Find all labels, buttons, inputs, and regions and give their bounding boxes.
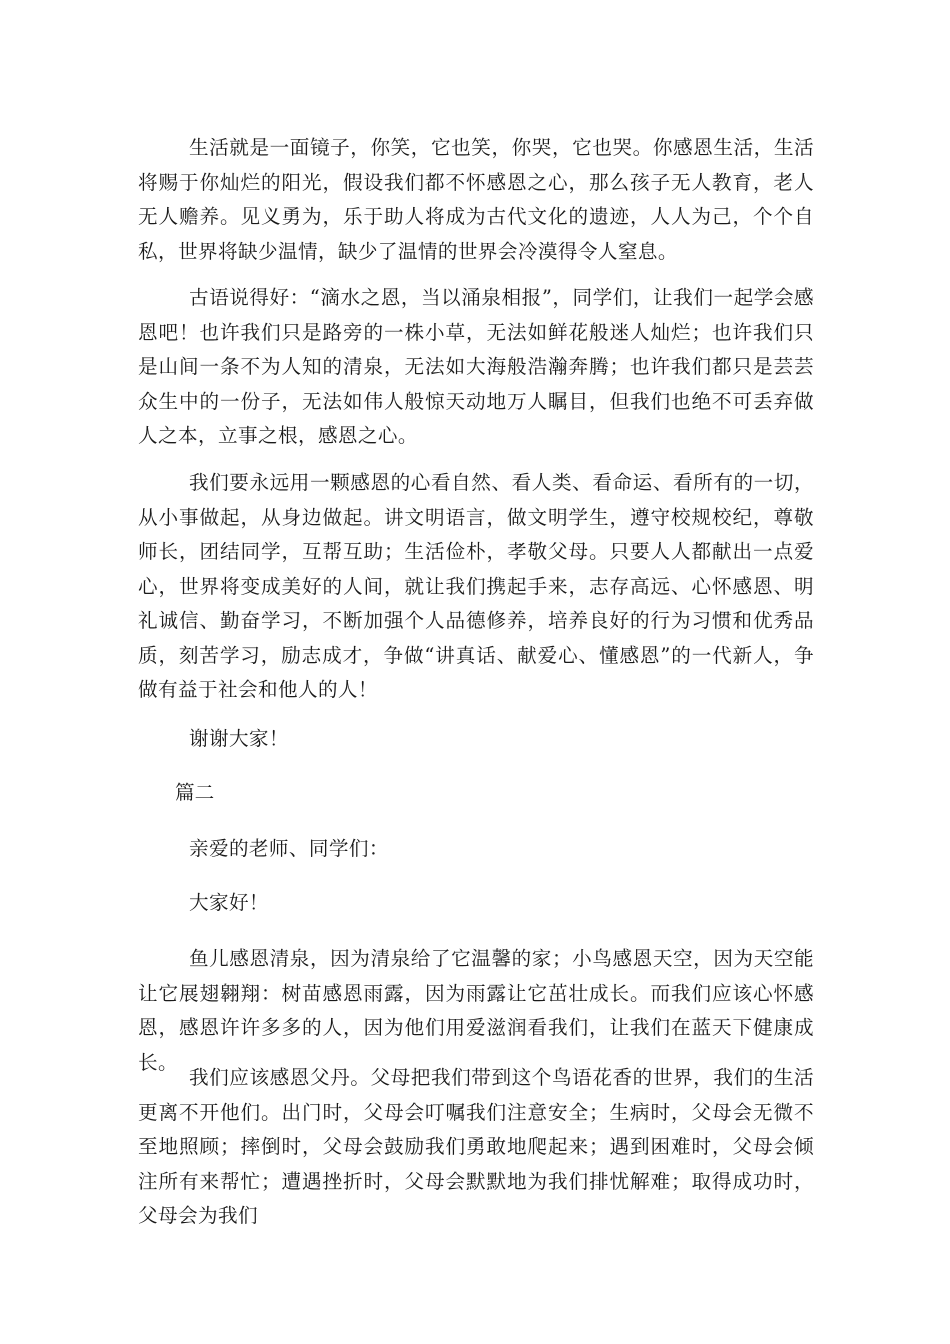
paragraph-mirror-of-life: 生活就是一面镜子，你笑，它也笑，你哭，它也哭。你感恩生活，生活将赐于你灿烂的阳光，假设我们都不怀感恩之心，那么孩子无人教育，老人无人赡养。见义勇为，乐于助人将成为古代文化的遗迹，人人为己，个个自私，世界将缺少温情，缺少了温情的世界会冷漠得令人窒息。 [138,136,814,263]
paragraph-grateful-heart: 我们要永远用一颗感恩的心看自然、看人类、看命运、看所有的一切，从小事做起，从身边做起。讲文明语言，做文明学生，遵守校规校纪，尊敬师长，团结同学，互帮互助；生活俭朴，孝敬父母。只要人人都献出一点爱心，世界将变成美好的人间，就让我们携起手来，志存高远、心怀感恩、明礼诚信、勤奋学习，不断加强个人品德修养，培养良好的行为习惯和优秀品质，刻苦学习，励志成才，争做“讲真话、献爱心、懂感恩”的一代新人，争做有益于社会和他人的人！ [138,471,814,701]
paragraph-thanks: 谢谢大家！ [188,727,289,750]
paragraph-proverb: 古语说得好：“滴水之恩，当以涌泉相报”，同学们，让我们一起学会感恩吧！也许我们只是路旁的一株小草，无法如鲜花般迷人灿烂；也许我们只是山间一条不为人知的清泉，无法如大海般浩瀚奔腾；也许我们都只是芸芸众生中的一份子，无法如伟人般惊天动地万人瞩目，但我们也绝不可丢弃做人之本，立事之根，感恩之心。 [138,286,814,447]
paragraph-salutation: 亲爱的老师、同学们： [188,837,389,860]
paragraph-thank-parents: 我们应该感恩父丹。父母把我们带到这个鸟语花香的世界，我们的生活更离不开他们。出门时，父母会叮嘱我们注意安全；生病时，父母会无微不至地照顾；摔倒时，父母会鼓励我们勇敢地爬起来；遇到困难时，父母会倾注所有来帮忙；遭遇挫折时，父母会默默地为我们排忧解难；取得成功时，父母会为我们 [138,1066,814,1227]
paragraph-fish-and-birds: 鱼儿感恩清泉，因为清泉给了它温馨的家；小鸟感恩天空，因为天空能让它展翅翱翔：树苗感恩雨露，因为雨露让它茁壮成长。而我们应该心怀感恩，感恩许许多多的人，因为他们用爱滋润看我们，让我们在蓝天下健康成长。 [138,947,814,1074]
section-title: 篇二 [175,781,215,804]
paragraph-greeting: 大家好！ [188,891,269,914]
